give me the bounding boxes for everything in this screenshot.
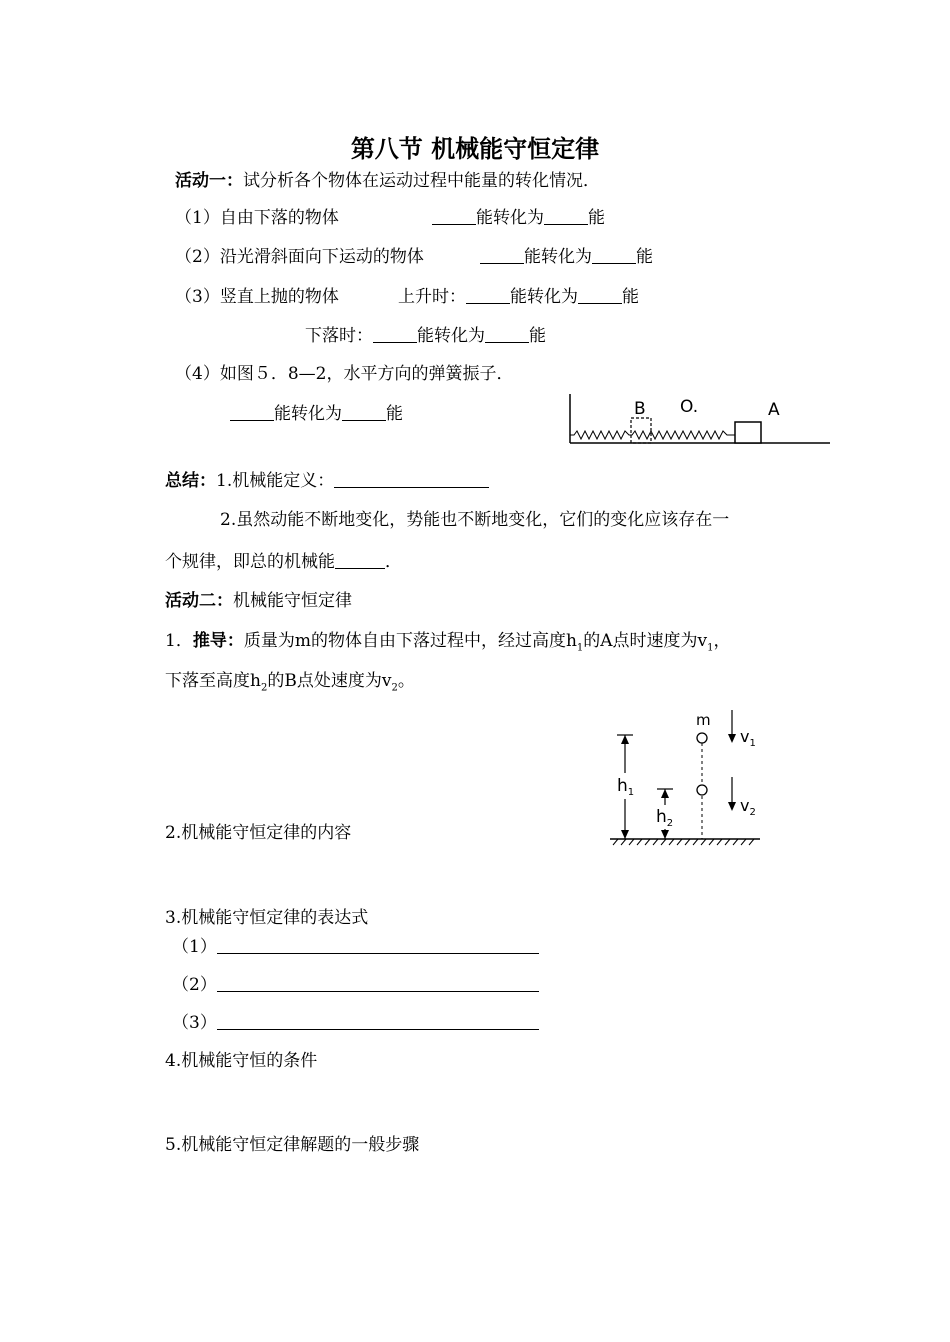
expr-blank[interactable]: [217, 1013, 539, 1030]
h2-arrow-down: [661, 830, 669, 839]
label-m: m: [696, 711, 711, 729]
page-title: 第八节 机械能守恒定律: [350, 135, 600, 163]
derive-line2: 下落至高度$h_2$的B点处速度为$v_2$。: [165, 671, 415, 694]
blank[interactable]: [230, 404, 274, 421]
expr-item-2: （2）: [172, 970, 539, 995]
activity2-label: 活动二：: [165, 591, 233, 611]
law-expression: 3.机械能守恒定律的表达式: [165, 908, 369, 928]
block-at-a: [735, 422, 761, 443]
h1-arrow-down: [621, 830, 629, 839]
activity1-item4: [175, 359, 513, 384]
label-o: O.: [680, 397, 699, 417]
blank[interactable]: [578, 287, 622, 304]
definition-blank[interactable]: [334, 471, 489, 488]
spring-oscillator-figure: [560, 390, 835, 450]
free-fall-figure: [605, 705, 775, 855]
v2-arrowhead: [728, 802, 736, 811]
item3-fall: 下落时： 能转化为 能: [305, 326, 546, 346]
label-b: B: [634, 399, 646, 419]
blank[interactable]: [373, 326, 417, 343]
derive-line1: 1．推导：质量为m的物体自由下落过程中，经过高度$h_1$的A点时速度为$v_1$，: [165, 631, 731, 654]
activity1-heading: [175, 166, 600, 191]
label-v1: $v_1$: [740, 727, 756, 749]
blank[interactable]: [480, 247, 524, 264]
activity1-item2: [175, 242, 424, 267]
item3-label: （3）竖直上抛的物体: [175, 287, 339, 307]
item1-label: （1）自由下落的物体: [175, 208, 339, 228]
blank[interactable]: [432, 208, 476, 225]
activity1-item3: [175, 282, 339, 307]
label-h1: $h_1$: [617, 776, 635, 798]
h1-arrow-up: [621, 735, 629, 744]
activity1-item1: [175, 203, 339, 228]
summary-item2-line2: 个规律，即总的机械能 ．: [165, 552, 402, 572]
item2-answer: 能转化为 能: [480, 242, 653, 267]
activity2-heading: 活动二：机械能守恒定律: [165, 591, 352, 611]
blank[interactable]: [342, 404, 386, 421]
label-a: A: [768, 400, 780, 420]
summary-label: 总结：: [165, 471, 216, 491]
blank[interactable]: [466, 287, 510, 304]
v1-arrowhead: [728, 734, 736, 743]
item4-answer: 能转化为 能: [230, 399, 403, 424]
summary-item1: 总结：1.机械能定义：: [165, 466, 489, 491]
ground-hatch: [613, 839, 754, 845]
label-h2: $h_2$: [656, 807, 674, 829]
summary-item2-line1: 2.虽然动能不断地变化，势能也不断地变化，它们的变化应该存在一: [220, 510, 730, 530]
label-v2: $v_2$: [740, 796, 756, 818]
blank[interactable]: [544, 208, 588, 225]
spring: [570, 431, 735, 439]
blank[interactable]: [592, 247, 636, 264]
expr-blank[interactable]: [217, 975, 539, 992]
block-at-b: [631, 418, 651, 443]
item3-rise: 上升时： 能转化为 能: [398, 287, 639, 307]
activity1-label: 活动一：: [175, 171, 243, 191]
blank[interactable]: [485, 326, 529, 343]
ball-at-a: [697, 733, 707, 743]
item4-label: （4）如图５．8—2，水平方向的弹簧振子．: [175, 364, 514, 384]
h2-arrow-up: [661, 789, 669, 798]
item1-answer: 能转化为 能: [432, 203, 605, 228]
conservation-condition: 4.机械能守恒的条件: [165, 1051, 318, 1071]
solving-steps: 5.机械能守恒定律解题的一般步骤: [165, 1135, 420, 1155]
law-content: 2.机械能守恒定律的内容: [165, 823, 352, 843]
expr-item-3: （3）: [172, 1008, 539, 1033]
activity1-text: 试分析各个物体在运动过程中能量的转化情况．: [243, 171, 600, 191]
item2-label: （2）沿光滑斜面向下运动的物体: [175, 247, 424, 267]
expr-item-1: （1）: [172, 932, 539, 957]
blank[interactable]: [335, 552, 385, 569]
ball-at-b: [697, 785, 707, 795]
expr-blank[interactable]: [217, 937, 539, 954]
